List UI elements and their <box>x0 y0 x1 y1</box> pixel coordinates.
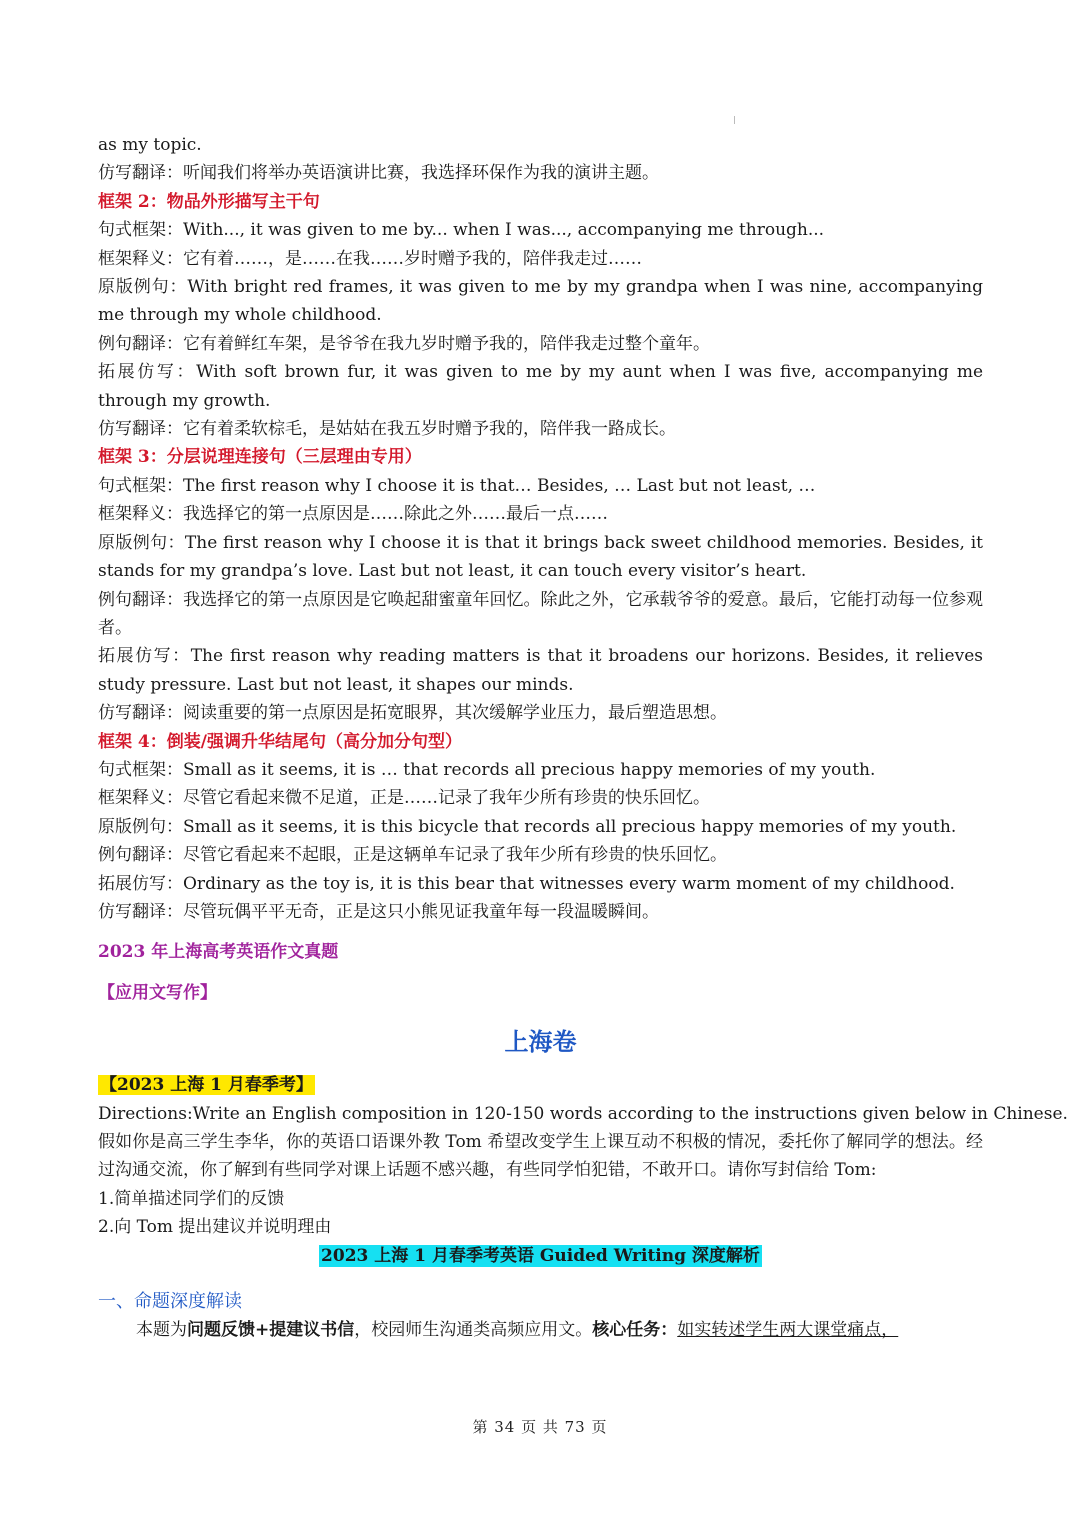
text: With bright red frames, it was given to me by my grandpa when I was nine, accompanying me through my whole childhood. <box>98 277 983 326</box>
label: 拓展仿写： <box>98 873 183 894</box>
text: Small as it seems, it is this bicycle that records all precious happy memories of my youth. <box>183 816 957 837</box>
label: 例句翻译： <box>98 589 184 610</box>
label: 句式框架： <box>98 220 183 241</box>
label: 框架释义： <box>98 504 183 525</box>
text: 尽管它看起来不起眼，正是这辆单车记录了我年少所有珍贵的快乐回忆。 <box>183 845 727 866</box>
text: 阅读重要的第一点原因是拓宽眼界，其次缓解学业压力，最后塑造思想。 <box>183 703 727 724</box>
body-mid: ，校园师生沟通类高频应用文。 <box>354 1320 593 1341</box>
frame2-example-translation <box>98 330 983 358</box>
label: 拓展仿写： <box>98 646 191 667</box>
text: 它有着鲜红车架，是爷爷在我九岁时赠予我的，陪伴我走过整个童年。 <box>183 333 710 354</box>
body-bold-2: 核心任务： <box>592 1320 678 1341</box>
paper-title: 上海卷 <box>504 1027 577 1057</box>
body-bold-1: 问题反馈+提建议书信 <box>187 1320 355 1341</box>
frame3-meaning <box>98 500 983 528</box>
label: 拓展仿写： <box>98 362 197 383</box>
frame1-translation <box>98 159 983 187</box>
text: 尽管它看起来微不足道，正是……记录了我年少所有珍贵的快乐回忆。 <box>183 788 710 809</box>
text: 它有着……，是……在我……岁时赠予我的，陪伴我走过…… <box>183 248 642 269</box>
frame3-example-translation <box>98 586 983 643</box>
exam-tag-line <box>98 1071 983 1099</box>
exam-title: 2023 年上海高考英语作文真题 <box>98 942 339 963</box>
sub-heading: 一、命题深度解读 <box>98 1291 242 1313</box>
frame2-example <box>98 273 983 330</box>
margin-mark <box>734 116 735 124</box>
text: The first reason why I choose it is that… Besides, … Last but not least, … <box>183 475 816 496</box>
label: 例句翻译： <box>98 845 183 866</box>
frame4-meaning <box>98 784 983 812</box>
label: 框架释义： <box>98 788 183 809</box>
frame3-pattern <box>98 472 983 500</box>
text: Small as it seems, it is … that records all precious happy memories of my youth. <box>183 759 876 780</box>
page-content <box>98 131 1068 1344</box>
text: The first reason why I choose it is that it brings back sweet childhood memories. Besides, it stands for my grandpa’s love. Last but not least, it can touch every visitor’s heart. <box>98 532 983 582</box>
frame4-example <box>98 813 983 841</box>
body-pre: 本题为 <box>136 1320 187 1341</box>
exam-tag: 【2023 上海 1 月春季考】 <box>100 1075 313 1096</box>
page-number: 第 34 页 共 73 页 <box>472 1418 608 1436</box>
body-underline: 如实转述学生两大课堂痛点， <box>677 1320 899 1341</box>
frame2-extension-translation <box>98 415 983 443</box>
frame3-extension <box>98 642 983 699</box>
label: 原版例句： <box>98 277 188 298</box>
frame4-example-translation <box>98 841 983 869</box>
frame3-example <box>98 529 983 586</box>
text: Ordinary as the toy is, it is this bear that witnesses every warm moment of my childhood. <box>183 873 955 894</box>
label: 句式框架： <box>98 475 183 496</box>
analysis-title-line <box>98 1242 983 1270</box>
analysis-title: 2023 上海 1 月春季考英语 Guided Writing 深度解析 <box>321 1245 760 1266</box>
text: With soft brown fur, it was given to me by my aunt when I was five, accompanying me through my growth. <box>98 362 984 411</box>
text: 我选择它的第一点原因是……除此之外……最后一点…… <box>183 504 608 525</box>
frame4-extension <box>98 870 983 898</box>
category-label: 【应用文写作】 <box>98 982 217 1003</box>
label: 仿写翻译： <box>98 163 183 184</box>
frame2-heading: 框架 2：物品外形描写主干句 <box>98 191 320 212</box>
requirement-2: 2.向 Tom 提出建议并说明理由 <box>98 1217 332 1238</box>
text: The first reason why reading matters is that it broadens our horizons. Besides, it relieves study pressure. Last but not least, it shapes our minds. <box>98 646 983 695</box>
text: 它有着柔软棕毛，是姑姑在我五岁时赠予我的，陪伴我一路成长。 <box>183 419 676 440</box>
frame4-heading: 框架 4：倒装/强调升华结尾句（高分加分句型） <box>98 731 462 752</box>
label: 原版例句： <box>98 816 183 837</box>
analysis-body <box>98 1316 983 1344</box>
frame4-pattern <box>98 756 983 784</box>
frame2-pattern <box>98 216 983 244</box>
writing-prompt: 假如你是高三学生李华，你的英语口语课外教 Tom 希望改变学生上课互动不积极的情况，委托你了解同学的想法。经过沟通交流，你了解到有些同学对课上话题不感兴趣，有些同学怕犯错，不敢开口。请你写封信给 Tom: <box>98 1132 983 1181</box>
frame3-heading: 框架 3：分层说理连接句（三层理由专用） <box>98 447 422 468</box>
text: 听闻我们将举办英语演讲比赛，我选择环保作为我的演讲主题。 <box>183 163 659 184</box>
frame2-extension <box>98 358 983 415</box>
label: 原版例句： <box>98 532 185 553</box>
label: 仿写翻译： <box>98 901 183 922</box>
label: 仿写翻译： <box>98 419 183 440</box>
text: With..., it was given to me by... when I was..., accompanying me through... <box>183 220 825 241</box>
frame1-tail-line: as my topic. <box>98 135 202 155</box>
frame2-meaning <box>98 245 983 273</box>
frame3-extension-translation <box>98 699 983 727</box>
label: 句式框架： <box>98 759 183 780</box>
label: 仿写翻译： <box>98 703 183 724</box>
label: 例句翻译： <box>98 333 183 354</box>
label: 框架释义： <box>98 248 183 269</box>
frame4-extension-translation <box>98 898 983 926</box>
directions: Directions:Write an English composition in 120-150 words according to the instructions given below in Chinese. <box>98 1103 1068 1124</box>
requirement-1: 1.简单描述同学们的反馈 <box>98 1188 285 1209</box>
text: 我选择它的第一点原因是它唤起甜蜜童年回忆。除此之外，它承载爷爷的爱意。最后，它能打动每一位参观者。 <box>98 589 984 638</box>
text: 尽管玩偶平平无奇，正是这只小熊见证我童年每一段温暖瞬间。 <box>183 901 659 922</box>
